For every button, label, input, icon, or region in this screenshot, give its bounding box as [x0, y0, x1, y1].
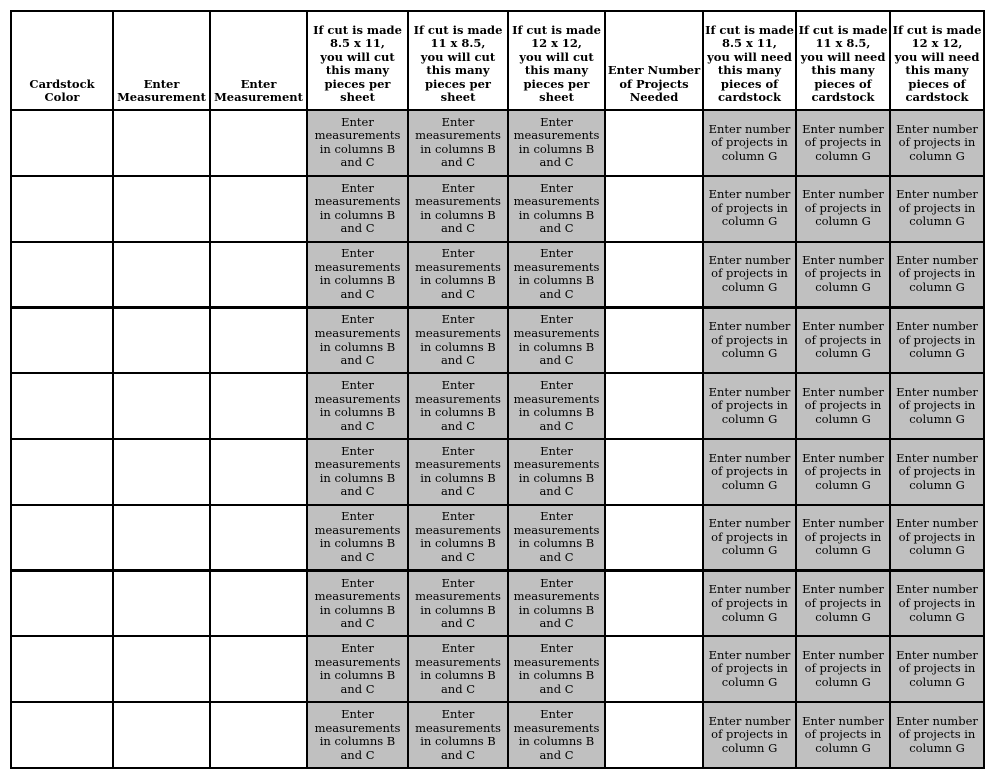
column-header-D: If cut is made 8.5 x 11, you will cut this many pieces per sheet — [307, 11, 408, 110]
instruction-cell-I5: Enter number of projects in column G — [796, 307, 890, 373]
instruction-cell-D11: Enter measurements in columns B and C — [307, 702, 408, 768]
entry-cell-A8[interactable] — [11, 505, 113, 571]
entry-cell-G11[interactable] — [605, 702, 703, 768]
table-body — [11, 110, 984, 768]
instruction-cell-J10: Enter number of projects in column G — [890, 636, 984, 702]
entry-cell-B4[interactable] — [113, 242, 210, 308]
entry-cell-G6[interactable] — [605, 373, 703, 439]
entry-cell-C2[interactable] — [210, 110, 307, 176]
entry-cell-C8[interactable] — [210, 505, 307, 571]
entry-cell-A6[interactable] — [11, 373, 113, 439]
entry-cell-G5[interactable] — [605, 307, 703, 373]
table-row-4 — [11, 307, 984, 373]
entry-cell-G7[interactable] — [605, 439, 703, 505]
instruction-cell-D8: Enter measurements in columns B and C — [307, 505, 408, 571]
instruction-cell-F11: Enter measurements in columns B and C — [508, 702, 605, 768]
instruction-cell-F10: Enter measurements in columns B and C — [508, 636, 605, 702]
instruction-cell-H2: Enter number of projects in column G — [703, 110, 796, 176]
entry-cell-B6[interactable] — [113, 373, 210, 439]
entry-cell-B11[interactable] — [113, 702, 210, 768]
instruction-cell-F5: Enter measurements in columns B and C — [508, 307, 605, 373]
table-row-10 — [11, 702, 984, 768]
entry-cell-C11[interactable] — [210, 702, 307, 768]
instruction-cell-D4: Enter measurements in columns B and C — [307, 242, 408, 308]
instruction-cell-J6: Enter number of projects in column G — [890, 373, 984, 439]
entry-cell-A5[interactable] — [11, 307, 113, 373]
instruction-cell-D2: Enter measurements in columns B and C — [307, 110, 408, 176]
instruction-cell-I6: Enter number of projects in column G — [796, 373, 890, 439]
entry-cell-B10[interactable] — [113, 636, 210, 702]
instruction-cell-F9: Enter measurements in columns B and C — [508, 571, 605, 637]
entry-cell-G9[interactable] — [605, 571, 703, 637]
entry-cell-A3[interactable] — [11, 176, 113, 242]
instruction-cell-J9: Enter number of projects in column G — [890, 571, 984, 637]
instruction-cell-D10: Enter measurements in columns B and C — [307, 636, 408, 702]
instruction-cell-E8: Enter measurements in columns B and C — [408, 505, 508, 571]
instruction-cell-D6: Enter measurements in columns B and C — [307, 373, 408, 439]
entry-cell-B7[interactable] — [113, 439, 210, 505]
instruction-cell-F3: Enter measurements in columns B and C — [508, 176, 605, 242]
entry-cell-A10[interactable] — [11, 636, 113, 702]
instruction-cell-I9: Enter number of projects in column G — [796, 571, 890, 637]
instruction-cell-J8: Enter number of projects in column G — [890, 505, 984, 571]
entry-cell-A9[interactable] — [11, 571, 113, 637]
instruction-cell-E9: Enter measurements in columns B and C — [408, 571, 508, 637]
entry-cell-G3[interactable] — [605, 176, 703, 242]
instruction-cell-H4: Enter number of projects in column G — [703, 242, 796, 308]
entry-cell-C5[interactable] — [210, 307, 307, 373]
table-row-6 — [11, 439, 984, 505]
table-row-7 — [11, 505, 984, 571]
instruction-cell-J11: Enter number of projects in column G — [890, 702, 984, 768]
instruction-cell-I11: Enter number of projects in column G — [796, 702, 890, 768]
entry-cell-A11[interactable] — [11, 702, 113, 768]
entry-cell-C7[interactable] — [210, 439, 307, 505]
column-header-G: Enter Number of Projects Needed — [605, 11, 703, 110]
instruction-cell-I7: Enter number of projects in column G — [796, 439, 890, 505]
instruction-cell-D7: Enter measurements in columns B and C — [307, 439, 408, 505]
entry-cell-G8[interactable] — [605, 505, 703, 571]
instruction-cell-F4: Enter measurements in columns B and C — [508, 242, 605, 308]
entry-cell-C10[interactable] — [210, 636, 307, 702]
instruction-cell-E11: Enter measurements in columns B and C — [408, 702, 508, 768]
instruction-cell-H5: Enter number of projects in column G — [703, 307, 796, 373]
entry-cell-A4[interactable] — [11, 242, 113, 308]
instruction-cell-H3: Enter number of projects in column G — [703, 176, 796, 242]
entry-cell-G2[interactable] — [605, 110, 703, 176]
instruction-cell-H9: Enter number of projects in column G — [703, 571, 796, 637]
table-row-5 — [11, 373, 984, 439]
entry-cell-G10[interactable] — [605, 636, 703, 702]
instruction-cell-F7: Enter measurements in columns B and C — [508, 439, 605, 505]
instruction-cell-I10: Enter number of projects in column G — [796, 636, 890, 702]
column-header-A: Cardstock Color — [11, 11, 113, 110]
entry-cell-B2[interactable] — [113, 110, 210, 176]
entry-cell-B5[interactable] — [113, 307, 210, 373]
entry-cell-B9[interactable] — [113, 571, 210, 637]
column-header-C: Enter Measurement — [210, 11, 307, 110]
instruction-cell-D3: Enter measurements in columns B and C — [307, 176, 408, 242]
instruction-cell-J2: Enter number of projects in column G — [890, 110, 984, 176]
instruction-cell-H7: Enter number of projects in column G — [703, 439, 796, 505]
instruction-cell-H6: Enter number of projects in column G — [703, 373, 796, 439]
entry-cell-B8[interactable] — [113, 505, 210, 571]
entry-cell-G4[interactable] — [605, 242, 703, 308]
entry-cell-C3[interactable] — [210, 176, 307, 242]
table-row-8 — [11, 571, 984, 637]
instruction-cell-J4: Enter number of projects in column G — [890, 242, 984, 308]
instruction-cell-J3: Enter number of projects in column G — [890, 176, 984, 242]
column-header-B: Enter Measurement — [113, 11, 210, 110]
column-header-E: If cut is made 11 x 8.5, you will cut this many pieces per sheet — [408, 11, 508, 110]
instruction-cell-E7: Enter measurements in columns B and C — [408, 439, 508, 505]
entry-cell-A2[interactable] — [11, 110, 113, 176]
column-header-I: If cut is made 11 x 8.5, you will need this many pieces of cardstock — [796, 11, 890, 110]
instruction-cell-E4: Enter measurements in columns B and C — [408, 242, 508, 308]
table-row-2 — [11, 176, 984, 242]
instruction-cell-F2: Enter measurements in columns B and C — [508, 110, 605, 176]
table-row-1 — [11, 110, 984, 176]
header-row — [11, 11, 984, 110]
column-header-F: If cut is made 12 x 12, you will cut this many pieces per sheet — [508, 11, 605, 110]
entry-cell-B3[interactable] — [113, 176, 210, 242]
entry-cell-C6[interactable] — [210, 373, 307, 439]
instruction-cell-E5: Enter measurements in columns B and C — [408, 307, 508, 373]
cardstock-calculator-table — [10, 10, 985, 769]
instruction-cell-H11: Enter number of projects in column G — [703, 702, 796, 768]
instruction-cell-E10: Enter measurements in columns B and C — [408, 636, 508, 702]
instruction-cell-F6: Enter measurements in columns B and C — [508, 373, 605, 439]
instruction-cell-I3: Enter number of projects in column G — [796, 176, 890, 242]
table-row-3 — [11, 242, 984, 308]
instruction-cell-I2: Enter number of projects in column G — [796, 110, 890, 176]
instruction-cell-E6: Enter measurements in columns B and C — [408, 373, 508, 439]
instruction-cell-F8: Enter measurements in columns B and C — [508, 505, 605, 571]
table-row-9 — [11, 636, 984, 702]
instruction-cell-D5: Enter measurements in columns B and C — [307, 307, 408, 373]
instruction-cell-J5: Enter number of projects in column G — [890, 307, 984, 373]
instruction-cell-I8: Enter number of projects in column G — [796, 505, 890, 571]
instruction-cell-E2: Enter measurements in columns B and C — [408, 110, 508, 176]
entry-cell-A7[interactable] — [11, 439, 113, 505]
instruction-cell-J7: Enter number of projects in column G — [890, 439, 984, 505]
instruction-cell-H8: Enter number of projects in column G — [703, 505, 796, 571]
entry-cell-C9[interactable] — [210, 571, 307, 637]
column-header-H: If cut is made 8.5 x 11, you will need this many pieces of cardstock — [703, 11, 796, 110]
spreadsheet-sheet — [10, 10, 985, 769]
instruction-cell-D9: Enter measurements in columns B and C — [307, 571, 408, 637]
instruction-cell-I4: Enter number of projects in column G — [796, 242, 890, 308]
column-header-J: If cut is made 12 x 12, you will need this many pieces of cardstock — [890, 11, 984, 110]
entry-cell-C4[interactable] — [210, 242, 307, 308]
instruction-cell-H10: Enter number of projects in column G — [703, 636, 796, 702]
instruction-cell-E3: Enter measurements in columns B and C — [408, 176, 508, 242]
